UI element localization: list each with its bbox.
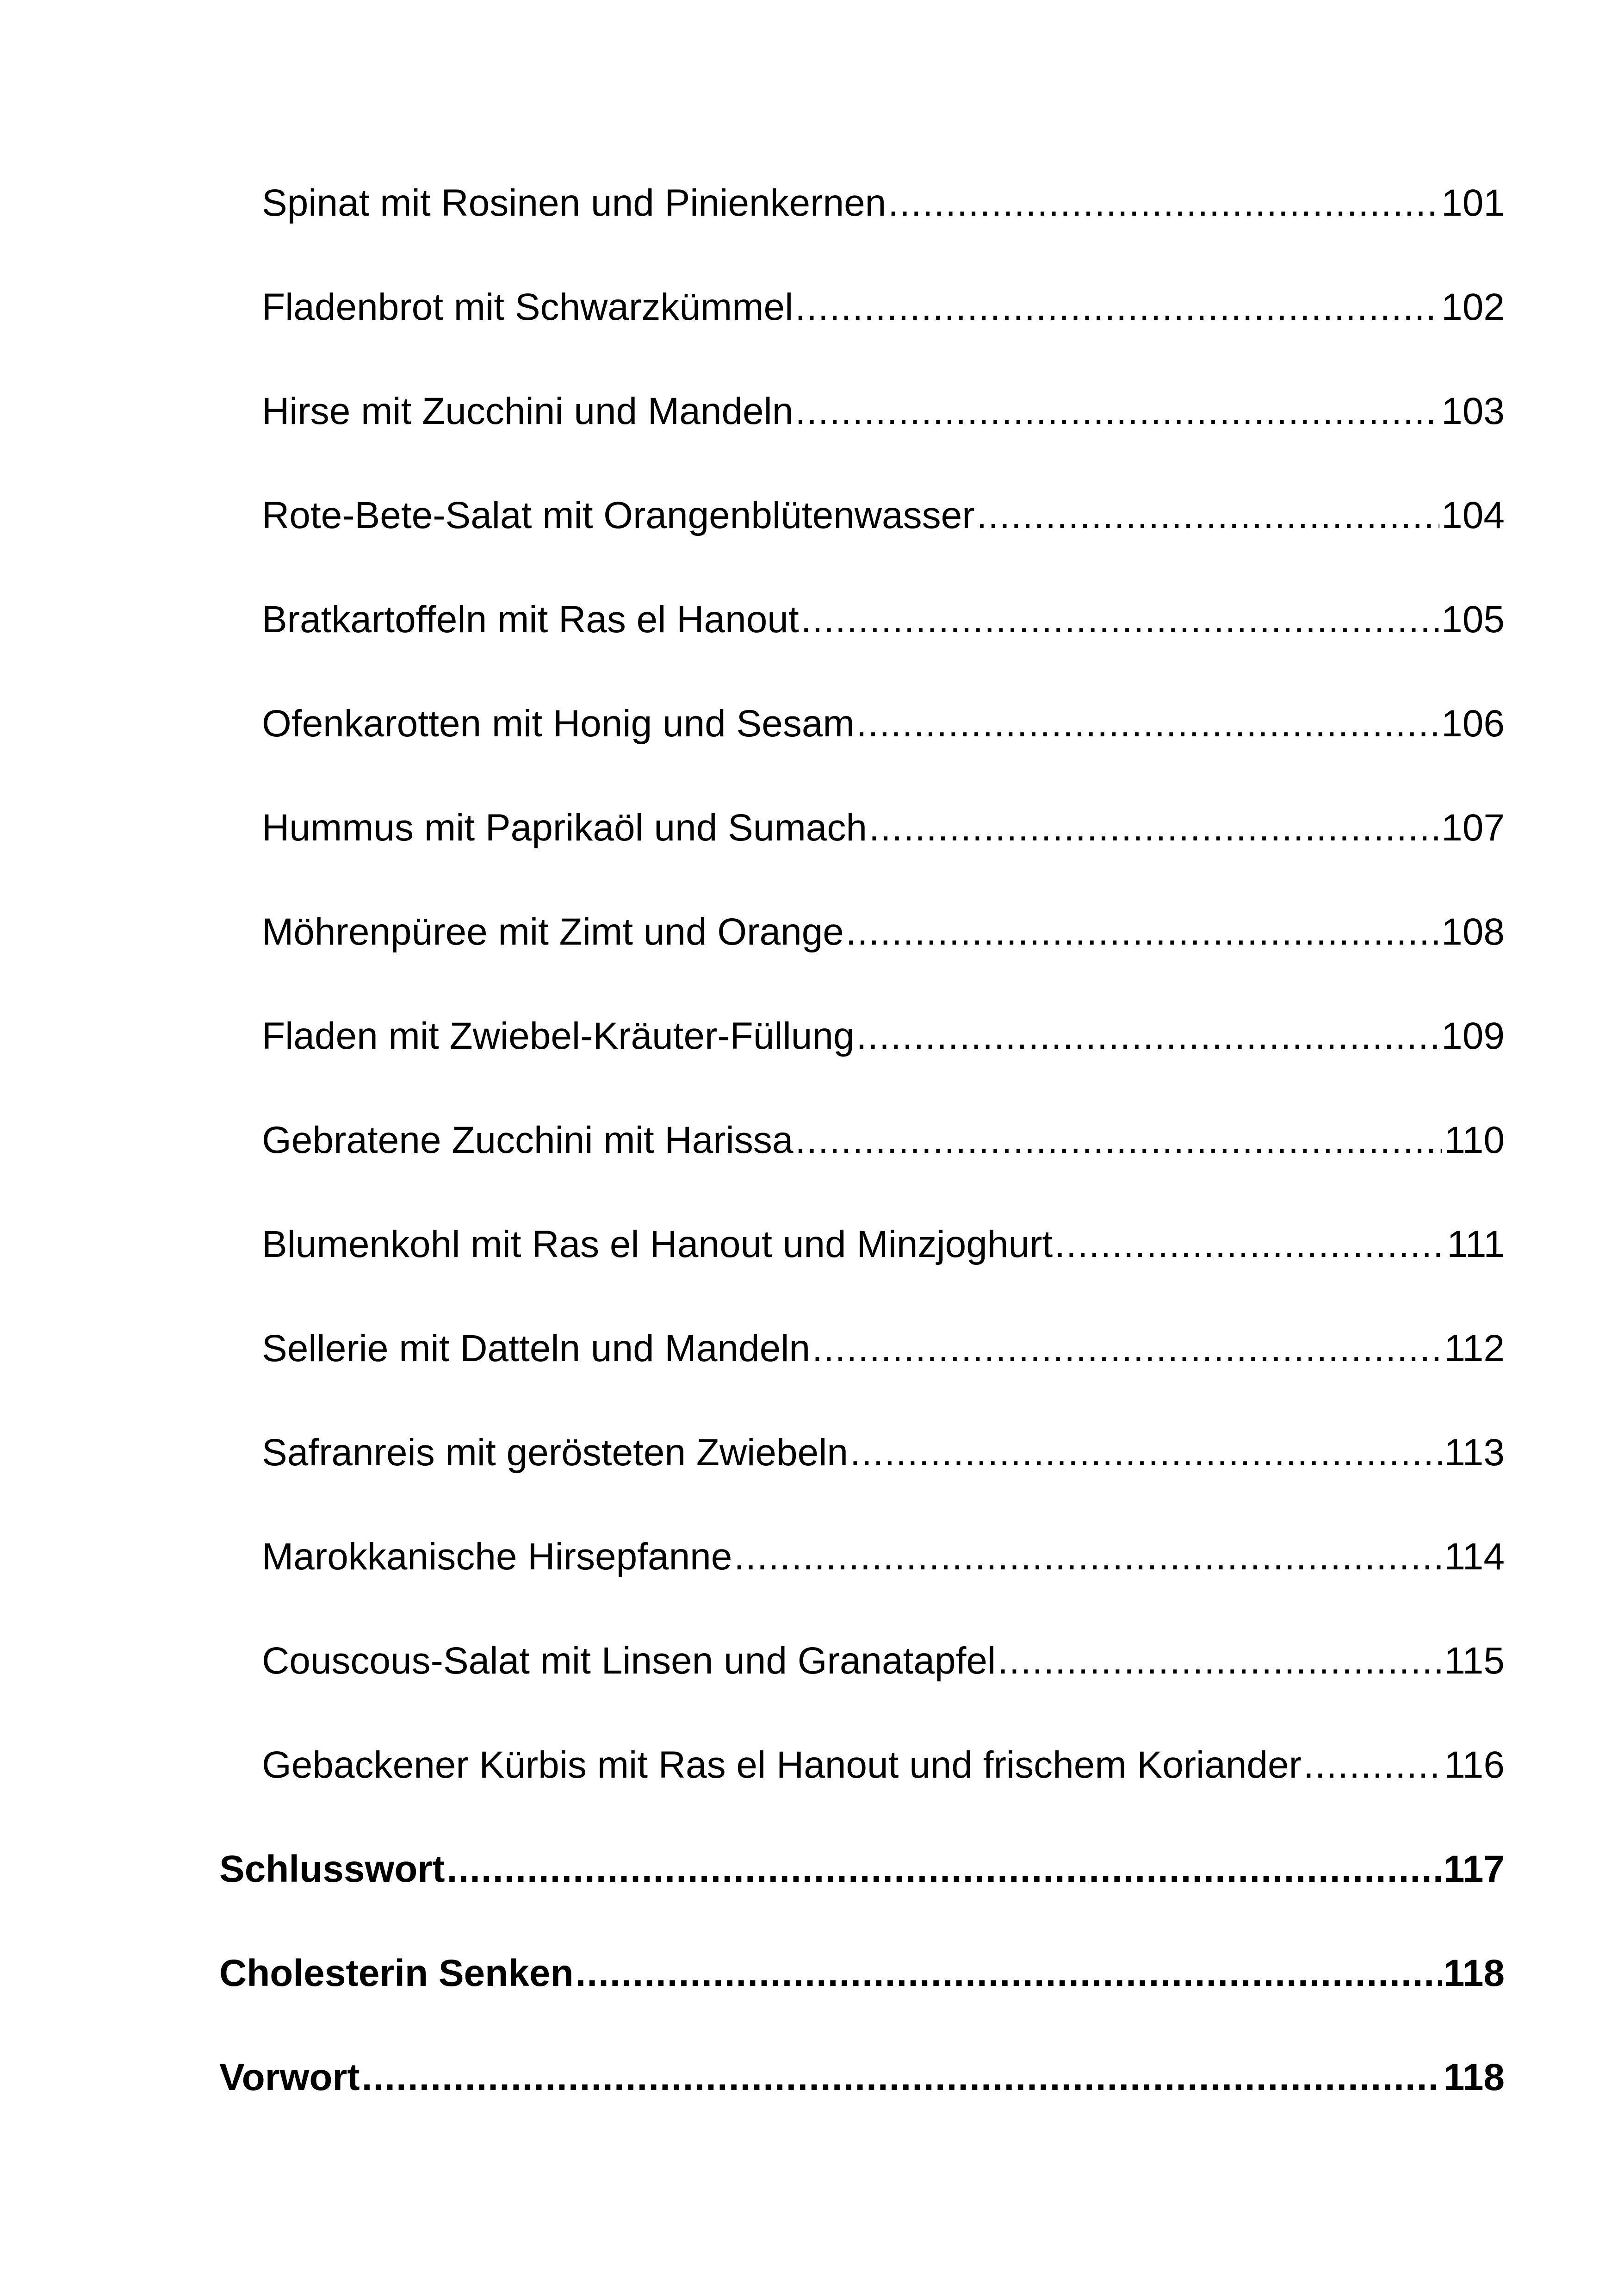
toc-entry[interactable] bbox=[262, 1000, 1505, 1055]
toc-entry-title: Gebackener Kürbis mit Ras el Hanout und frischem Koriander bbox=[262, 1744, 1302, 1786]
toc-entry-page: 113 bbox=[1444, 1431, 1505, 1474]
toc-entry[interactable] bbox=[262, 1208, 1505, 1263]
toc-entry-page: 105 bbox=[1441, 598, 1505, 641]
toc-entry-page: 109 bbox=[1441, 1015, 1505, 1057]
toc-entry-page: 108 bbox=[1441, 911, 1505, 953]
toc-entry-page: 114 bbox=[1444, 1536, 1505, 1578]
toc-entry[interactable] bbox=[262, 479, 1505, 535]
toc-chapter-title: Cholesterin Senken bbox=[219, 1952, 574, 1994]
toc-chapter-page: 118 bbox=[1443, 1952, 1505, 1994]
toc-leader-dots bbox=[869, 809, 1439, 847]
toc-chapter[interactable] bbox=[219, 1937, 1505, 1992]
toc-entry-title: Hummus mit Paprikaöl und Sumach bbox=[262, 807, 867, 849]
toc-entry-title: Spinat mit Rosinen und Pinienkernen bbox=[262, 182, 886, 224]
toc-leader-dots bbox=[1303, 1746, 1442, 1784]
toc-entry-page: 110 bbox=[1444, 1119, 1505, 1161]
toc-chapter-title: Vorwort bbox=[219, 2056, 360, 2098]
toc-entry-title: Couscous-Salat mit Linsen und Granatapfel bbox=[262, 1640, 996, 1682]
toc-leader-dots bbox=[846, 913, 1439, 951]
toc-entry-title: Gebratene Zucchini mit Harissa bbox=[262, 1119, 794, 1161]
toc-entry[interactable] bbox=[262, 687, 1505, 743]
toc-entry-title: Rote-Bete-Salat mit Orangenblütenwasser bbox=[262, 494, 975, 536]
toc-entry-title: Bratkartoffeln mit Ras el Hanout bbox=[262, 598, 799, 641]
toc-chapter-page: 117 bbox=[1443, 1848, 1505, 1890]
toc-entry-title: Hirse mit Zucchini und Mandeln bbox=[262, 390, 794, 432]
toc-entry-page: 103 bbox=[1441, 390, 1505, 432]
toc-leader-dots bbox=[977, 497, 1440, 535]
toc-leader-dots bbox=[795, 392, 1439, 430]
toc-leader-dots bbox=[856, 705, 1439, 743]
toc-leader-dots bbox=[998, 1642, 1442, 1680]
toc-leader-dots bbox=[576, 1954, 1442, 1992]
toc-chapter[interactable] bbox=[219, 1833, 1505, 1888]
toc-entry[interactable] bbox=[262, 375, 1505, 430]
toc-entry-title: Sellerie mit Datteln und Mandeln bbox=[262, 1327, 811, 1369]
toc-entry[interactable] bbox=[262, 1624, 1505, 1680]
toc-leader-dots bbox=[888, 184, 1439, 222]
toc-entry-page: 115 bbox=[1444, 1640, 1505, 1682]
toc-entry[interactable] bbox=[262, 1416, 1505, 1472]
toc-entry-title: Safranreis mit gerösteten Zwiebeln bbox=[262, 1431, 849, 1474]
toc-entry-title: Möhrenpüree mit Zimt und Orange bbox=[262, 911, 844, 953]
toc-entry-title: Blumenkohl mit Ras el Hanout und Minzjoghurt bbox=[262, 1223, 1053, 1265]
toc-entry-title: Fladen mit Zwiebel-Kräuter-Füllung bbox=[262, 1015, 855, 1057]
toc-entry[interactable] bbox=[262, 896, 1505, 951]
toc-leader-dots bbox=[362, 2059, 1442, 2097]
toc-entry-page: 104 bbox=[1441, 494, 1505, 536]
toc-leader-dots bbox=[812, 1330, 1442, 1368]
toc-leader-dots bbox=[447, 1850, 1442, 1888]
toc-leader-dots bbox=[734, 1538, 1442, 1576]
toc-leader-dots bbox=[856, 1017, 1440, 1055]
toc-chapter[interactable] bbox=[219, 2041, 1505, 2097]
toc-entry[interactable] bbox=[262, 791, 1505, 847]
toc-entry-page: 102 bbox=[1441, 286, 1505, 328]
toc-entry-page: 116 bbox=[1444, 1744, 1505, 1786]
toc-entry[interactable] bbox=[262, 1312, 1505, 1368]
toc-entry-page: 101 bbox=[1441, 182, 1505, 224]
toc-chapter-page: 118 bbox=[1443, 2056, 1505, 2098]
toc-entry[interactable] bbox=[262, 271, 1505, 326]
toc-entry[interactable] bbox=[262, 1729, 1505, 1784]
toc-entry[interactable] bbox=[262, 1520, 1505, 1576]
toc-entry-title: Ofenkarotten mit Honig und Sesam bbox=[262, 703, 855, 745]
toc-entry-page: 107 bbox=[1441, 807, 1505, 849]
toc-entry-title: Marokkanische Hirsepfanne bbox=[262, 1536, 732, 1578]
toc-entry-page: 111 bbox=[1447, 1223, 1505, 1265]
toc-leader-dots bbox=[1054, 1226, 1445, 1263]
toc-leader-dots bbox=[850, 1434, 1442, 1472]
toc-entry[interactable] bbox=[262, 583, 1505, 639]
toc-leader-dots bbox=[795, 288, 1439, 326]
toc-leader-dots bbox=[795, 1121, 1442, 1159]
toc-entry[interactable] bbox=[262, 1104, 1505, 1159]
toc-leader-dots bbox=[801, 601, 1439, 639]
toc-entry-title: Fladenbrot mit Schwarzkümmel bbox=[262, 286, 794, 328]
toc-entry-page: 106 bbox=[1441, 703, 1505, 745]
toc-chapter-title: Schlusswort bbox=[219, 1848, 445, 1890]
toc-entry[interactable] bbox=[262, 167, 1505, 222]
toc-entry-page: 112 bbox=[1444, 1327, 1505, 1369]
